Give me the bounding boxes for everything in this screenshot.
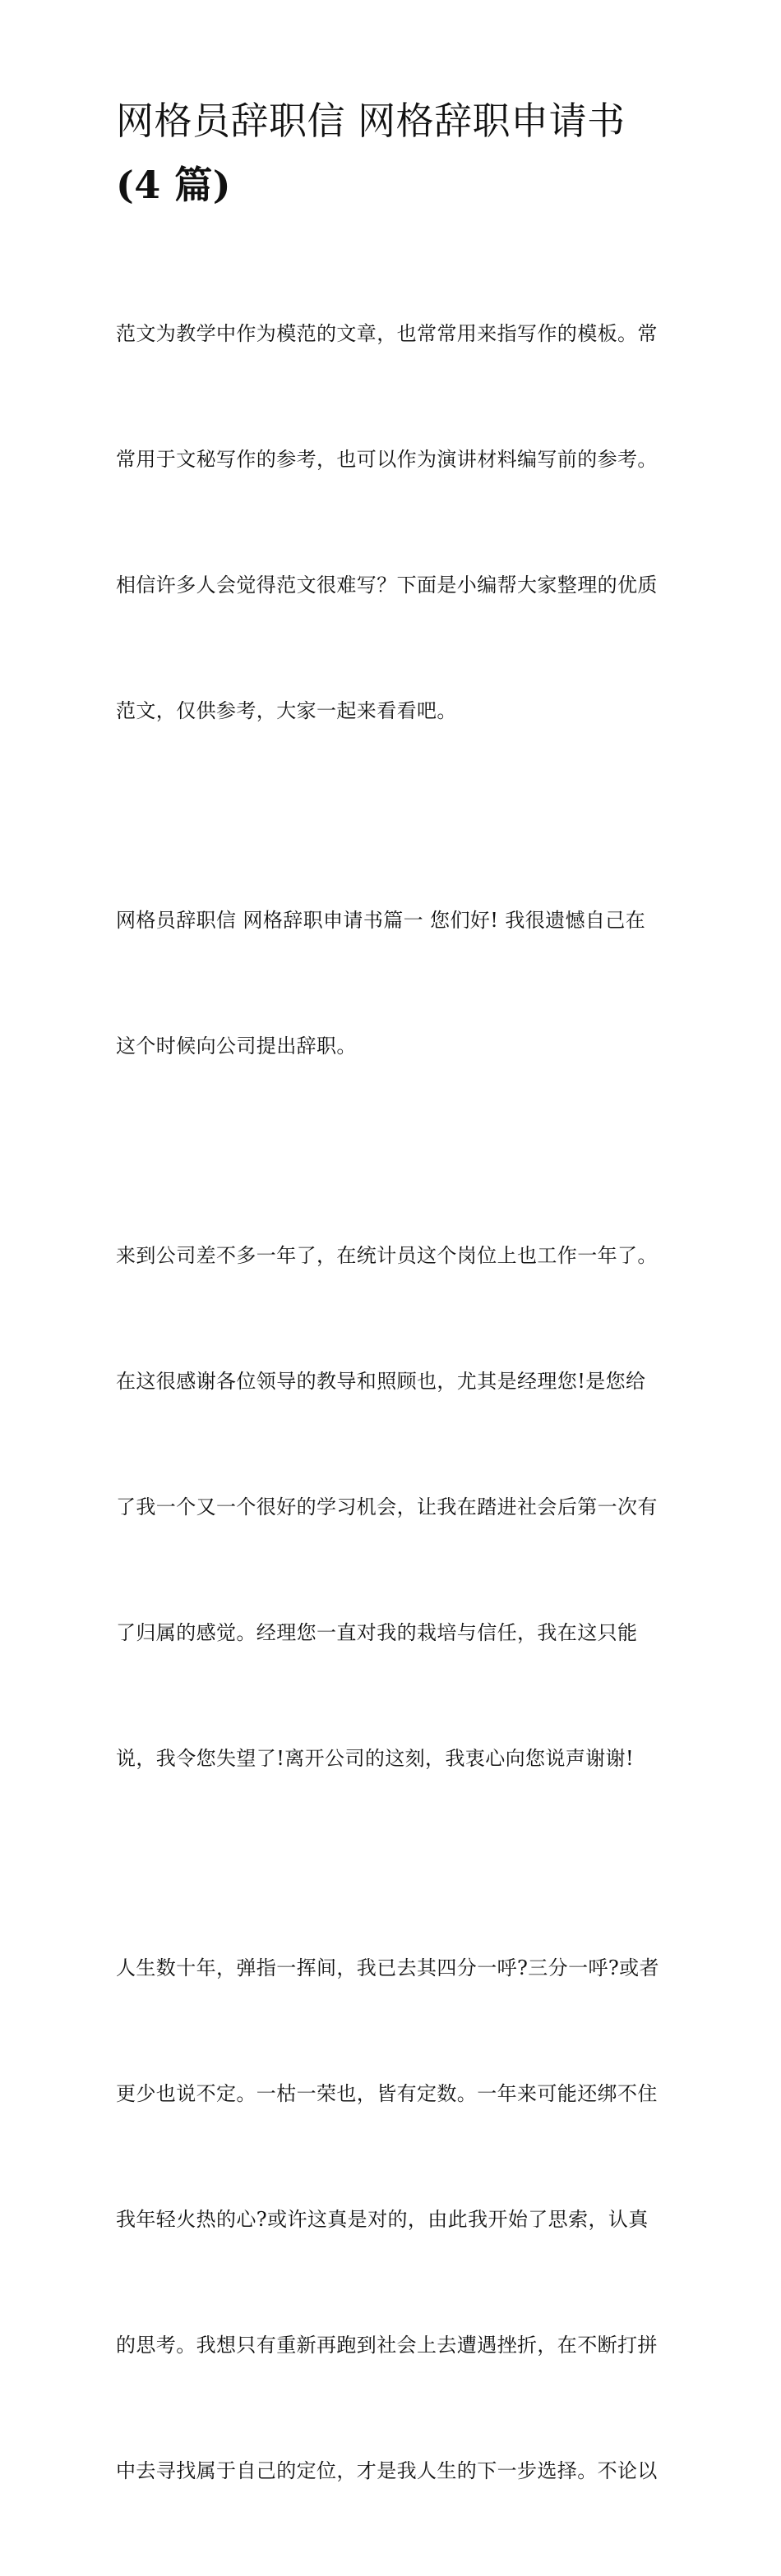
text-line: 中去寻找属于自己的定位，才是我人生的下一步选择。不论以 xyxy=(116,2459,658,2482)
title-line-1: 网格员辞职信 网格辞职申请书 xyxy=(116,99,626,143)
text-line: 来到公司差不多一年了，在统计员这个岗位上也工作一年了。 xyxy=(116,1244,658,1267)
document-title xyxy=(116,89,675,217)
text-line: 了我一个又一个很好的学习机会，让我在踏进社会后第一次有 xyxy=(116,1495,658,1518)
title-line-2: (4 篇) xyxy=(116,163,232,207)
text-line: 在这很感谢各位领导的教导和照顾也，尤其是经理您!是您给 xyxy=(116,1370,646,1393)
text-line: 人生数十年，弹指一挥间，我已去其四分一呼?三分一呼?或者 xyxy=(116,1956,659,1979)
text-line: 的思考。我想只有重新再跑到社会上去遭遇挫折，在不断打拼 xyxy=(116,2334,658,2357)
text-line: 相信许多人会觉得范文很难写？下面是小编帮大家整理的优质 xyxy=(116,574,658,597)
paragraph-reflection xyxy=(116,1864,675,2576)
text-line: 说，我令您失望了!离开公司的这刻，我衷心向您说声谢谢! xyxy=(116,1747,635,1770)
text-line: 了归属的感觉。经理您一直对我的栽培与信任，我在这只能 xyxy=(116,1621,638,1644)
text-line: 网格员辞职信 网格辞职申请书篇一 您们好! 我很遗憾自己在 xyxy=(116,909,646,932)
paragraph-gratitude xyxy=(116,1151,675,1864)
text-line: 范文，仅供参考，大家一起来看看吧。 xyxy=(116,699,457,722)
text-line: 更少也说不定。一枯一荣也，皆有定数。一年来可能还绑不住 xyxy=(116,2082,658,2105)
paragraph-intro xyxy=(116,229,675,816)
text-line: 范文为教学中作为模范的文章，也常常用来指写作的模板。常 xyxy=(116,322,658,345)
text-line: 我年轻火热的心?或许这真是对的，由此我开始了思索，认真 xyxy=(116,2208,649,2231)
document-body xyxy=(116,229,675,2576)
text-line: 这个时候向公司提出辞职。 xyxy=(116,1035,357,1058)
text-line: 常用于文秘写作的参考，也可以作为演讲材料编写前的参考。 xyxy=(116,448,658,471)
paragraph-letter-opening xyxy=(116,816,675,1151)
